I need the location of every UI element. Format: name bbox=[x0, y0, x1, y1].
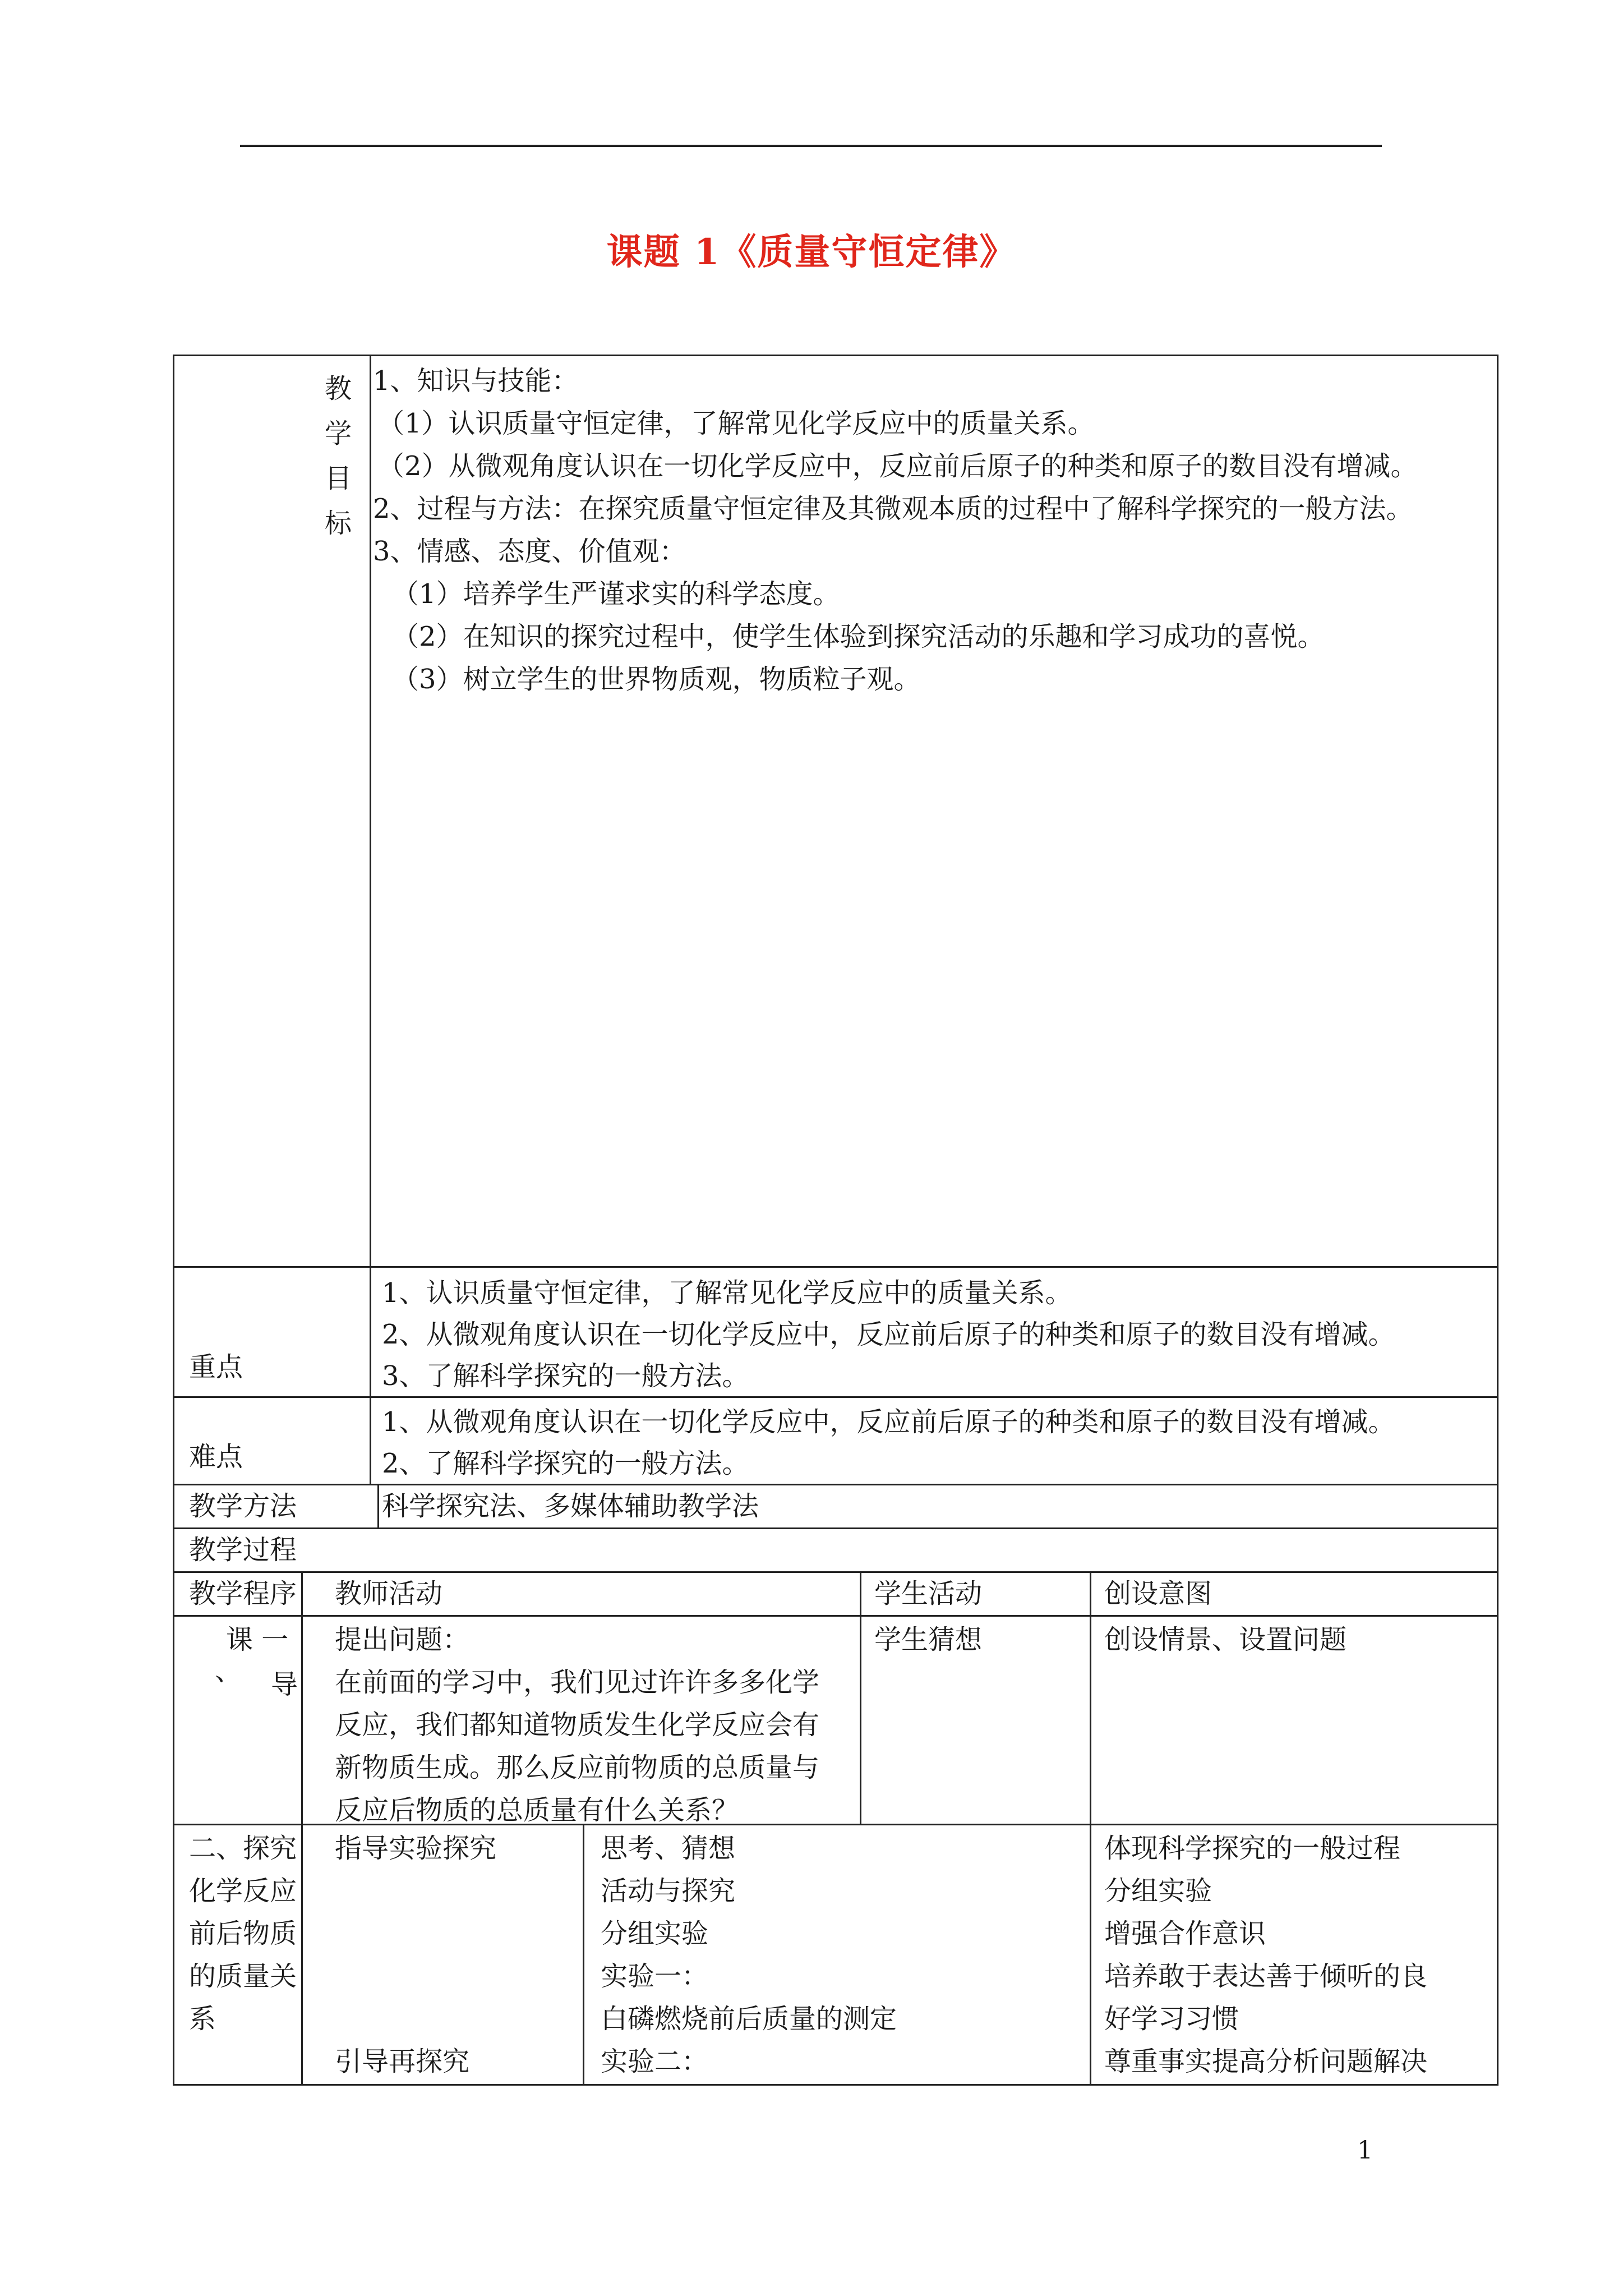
header-teacher: 教师活动 bbox=[335, 1578, 443, 1609]
col-divider bbox=[1090, 1571, 1091, 2084]
section2-teacher: 引导再探究 bbox=[335, 2046, 470, 2077]
objective-line: （1）培养学生严谨求实的科学态度。 bbox=[392, 578, 840, 610]
section2-intent-line: 增强合作意识 bbox=[1104, 1918, 1266, 1949]
section2-label-line: 系 bbox=[189, 2003, 216, 2035]
section1-label: 、 bbox=[215, 1655, 242, 1687]
objective-line: 3、情感、态度、价值观： bbox=[373, 536, 686, 567]
key-point-line: 3、了解科学探究的一般方法。 bbox=[382, 1360, 749, 1392]
section1-intent: 创设情景、设置问题 bbox=[1104, 1624, 1347, 1655]
section2-intent-line: 分组实验 bbox=[1104, 1875, 1212, 1907]
row-divider bbox=[174, 1527, 1497, 1529]
row-divider bbox=[174, 1266, 1497, 1268]
section2-student-line: 白磷燃烧前后质量的测定 bbox=[601, 2003, 897, 2035]
row-divider bbox=[174, 1396, 1497, 1398]
process-heading: 教学过程 bbox=[189, 1534, 297, 1566]
section2-student-line: 思考、猜想 bbox=[601, 1833, 736, 1864]
section2-student-line: 活动与探究 bbox=[601, 1875, 736, 1907]
section2-intent-line: 好学习习惯 bbox=[1104, 2003, 1239, 2035]
header-procedure: 教学程序 bbox=[189, 1578, 297, 1609]
section2-intent-line: 尊重事实提高分析问题解决 bbox=[1104, 2046, 1428, 2077]
key-point-line: 2、从微观角度认识在一切化学反应中，反应前后原子的种类和原子的数目没有增减。 bbox=[382, 1319, 1395, 1350]
section1-teacher-line: 反应，我们都知道物质发生化学反应会有 bbox=[335, 1709, 820, 1741]
page-number: 1 bbox=[1357, 2136, 1373, 2165]
objective-line: （3）树立学生的世界物质观，物质粒子观。 bbox=[392, 664, 921, 695]
objective-line: （2）从微观角度认识在一切化学反应中，反应前后原子的种类和原子的数目没有增减。 bbox=[377, 450, 1418, 482]
section1-teacher-line: 提出问题： bbox=[335, 1624, 470, 1655]
section2-intent-line: 培养敢于表达善于倾听的良 bbox=[1104, 1961, 1428, 1992]
objective-line: （2）在知识的探究过程中，使学生体验到探究活动的乐趣和学习成功的喜悦。 bbox=[392, 621, 1325, 652]
col-divider bbox=[860, 1571, 861, 1824]
section1-label: 课 一 bbox=[226, 1624, 289, 1655]
section2-intent-line: 体现科学探究的一般过程 bbox=[1104, 1833, 1401, 1864]
objectives-label: 教 学 目 标 bbox=[324, 373, 352, 539]
row-divider bbox=[174, 1484, 1497, 1485]
section2-teacher: 指导实验探究 bbox=[335, 1833, 497, 1864]
row-divider bbox=[174, 1615, 1497, 1617]
section1-teacher-line: 反应后物质的总质量有什么关系？ bbox=[335, 1795, 739, 1826]
section2-label-line: 二、探究 bbox=[189, 1833, 297, 1864]
section2-label-line: 化学反应 bbox=[189, 1875, 297, 1907]
difficulty-line: 2、了解科学探究的一般方法。 bbox=[382, 1448, 749, 1479]
section2-label-line: 的质量关 bbox=[189, 1961, 297, 1992]
header-rule bbox=[240, 145, 1382, 147]
col-divider bbox=[370, 356, 371, 1484]
difficulties-label: 难点 bbox=[189, 1441, 243, 1473]
lesson-plan-table bbox=[173, 355, 1498, 2086]
key-points-label: 重点 bbox=[189, 1351, 243, 1383]
header-intent: 创设意图 bbox=[1104, 1578, 1212, 1609]
difficulty-line: 1、从微观角度认识在一切化学反应中，反应前后原子的种类和原子的数目没有增减。 bbox=[382, 1406, 1395, 1438]
col-divider bbox=[377, 1484, 379, 1527]
section1-teacher-line: 在前面的学习中，我们见过许许多多化学 bbox=[335, 1667, 820, 1698]
objective-line: （1）认识质量守恒定律，了解常见化学反应中的质量关系。 bbox=[377, 408, 1095, 439]
section2-student-line: 实验一： bbox=[601, 1961, 709, 1992]
section1-label: 导 bbox=[271, 1669, 298, 1700]
col-divider bbox=[301, 1571, 303, 2084]
objective-line: 2、过程与方法：在探究质量守恒定律及其微观本质的过程中了解科学探究的一般方法。 bbox=[373, 493, 1413, 524]
method-label: 教学方法 bbox=[189, 1490, 297, 1522]
section2-student-line: 实验二： bbox=[601, 2046, 709, 2077]
col-divider bbox=[583, 1824, 584, 2084]
method-value: 科学探究法、多媒体辅助教学法 bbox=[382, 1490, 759, 1522]
header-student: 学生活动 bbox=[874, 1578, 983, 1609]
section2-student-line: 分组实验 bbox=[601, 1918, 709, 1949]
key-point-line: 1、认识质量守恒定律，了解常见化学反应中的质量关系。 bbox=[382, 1277, 1072, 1309]
page-title: 课题 1《质量守恒定律》 bbox=[606, 231, 1017, 273]
section1-teacher-line: 新物质生成。那么反应前物质的总质量与 bbox=[335, 1752, 820, 1783]
objective-line: 1、知识与技能： bbox=[373, 365, 579, 397]
section1-student: 学生猜想 bbox=[874, 1624, 983, 1655]
section2-label-line: 前后物质 bbox=[189, 1918, 297, 1949]
